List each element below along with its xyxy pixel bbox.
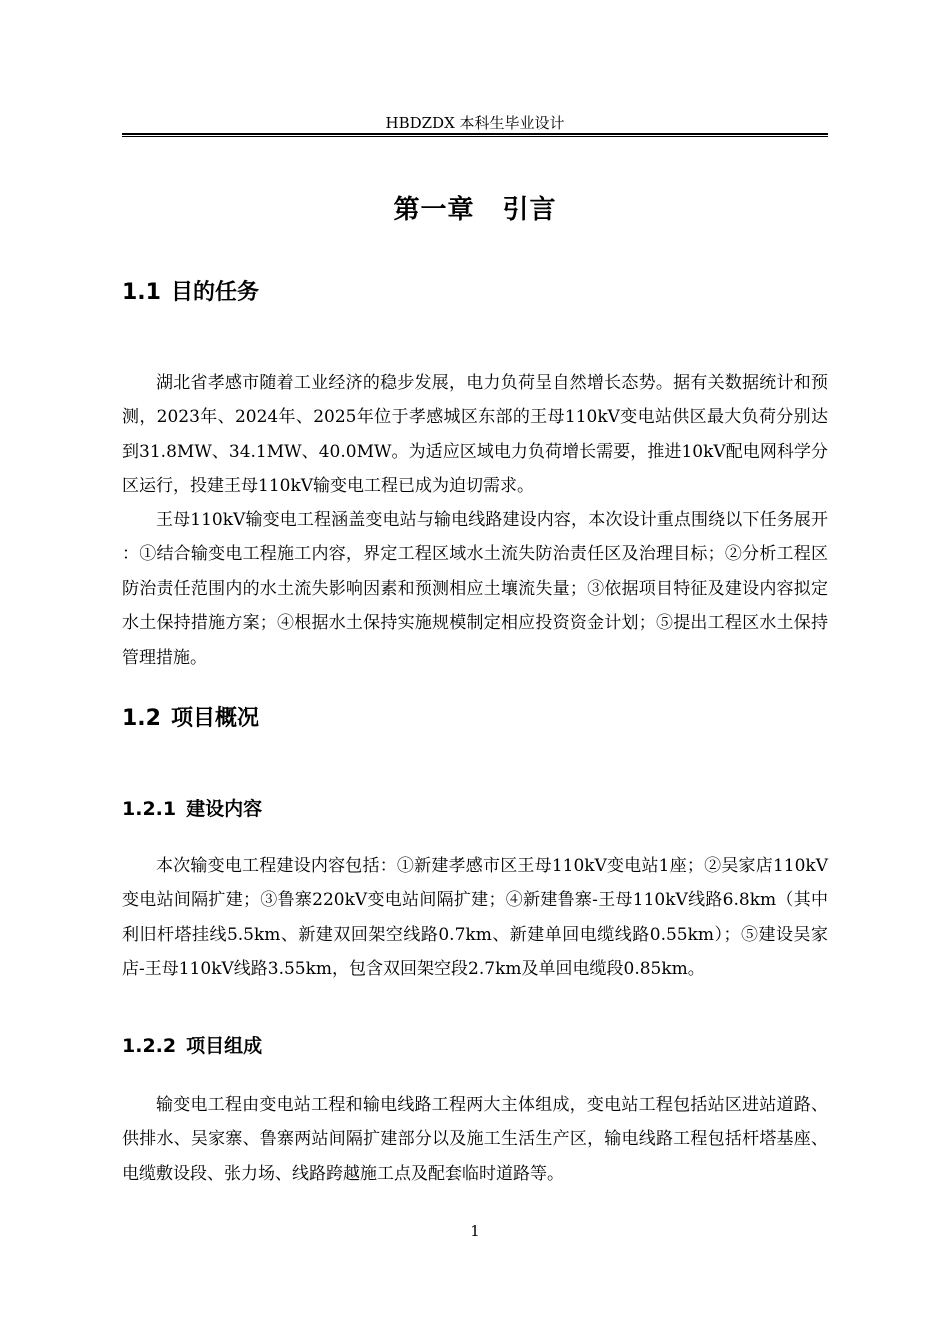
chapter-name: 引言 [502, 195, 557, 225]
paragraph-composition: 输变电工程由变电站工程和输电线路工程两大主体组成，变电站工程包括站区进站道路、供排水、吴家寨、鲁寨两站间隔扩建部分以及施工生活生产区，输电线路工程包括杆塔基座、电缆敷设段、张力场、线路跨越施工点及配套临时道路等。 [122, 1095, 828, 1184]
section-heading-1-1 [122, 278, 259, 308]
paragraph-purpose-1: 湖北省孝感市随着工业经济的稳步发展，电力负荷呈自然增长态势。据有关数据统计和预测，2023年、2024年、2025年位于孝感城区东部的王母110kV变电站供区最大负荷分别达到31.8MW、34.1MW、40.0MW。为适应区域电力负荷增长需要，推进10kV配电网科学分区运行，投建王母110kV输变电工程已成为迫切需求。 [122, 373, 828, 497]
section-number: 1.1 [122, 280, 161, 305]
section-number: 1.2 [122, 706, 161, 731]
subsection-number: 1.2.2 [122, 1035, 177, 1057]
subsection-heading-1-2-2 [122, 1033, 262, 1059]
section-title: 目的任务 [170, 280, 259, 305]
subsection-title: 建设内容 [186, 798, 263, 820]
subsection-number: 1.2.1 [122, 798, 177, 820]
header-rule [122, 133, 828, 137]
subsection-title: 项目组成 [186, 1035, 263, 1057]
chapter-label: 第一章 [393, 195, 475, 225]
chapter-title [122, 192, 828, 228]
running-header: HBDZDX 本科生毕业设计 [385, 114, 565, 132]
section-title: 项目概况 [170, 706, 259, 731]
page-number: 1 [470, 1222, 480, 1240]
subsection-heading-1-2-1 [122, 796, 262, 822]
section-heading-1-2 [122, 704, 259, 734]
paragraph-construction: 本次输变电工程建设内容包括：①新建孝感市区王母110kV变电站1座；②吴家店110kV变电站间隔扩建；③鲁寨220kV变电站间隔扩建；④新建鲁寨-王母110kV线路6.8km（其中利旧杆塔挂线5.5km、新建双回架空线路0.7km、新建单回电缆线路0.55km）；⑤建设吴家店-王母110kV线路3.55km，包含双回架空段2.7km及单回电缆段0.85km。 [122, 856, 828, 980]
paragraph-purpose-2: 王母110kV输变电工程涵盖变电站与输电线路建设内容，本次设计重点围绕以下任务展开：①结合输变电工程施工内容，界定工程区域水土流失防治责任区及治理目标；②分析工程区防治责任范围内的水土流失影响因素和预测相应土壤流失量；③依据项目特征及建设内容拟定水土保持措施方案；④根据水土保持实施规模制定相应投资资金计划；⑤提出工程区水土保持管理措施。 [122, 510, 828, 668]
